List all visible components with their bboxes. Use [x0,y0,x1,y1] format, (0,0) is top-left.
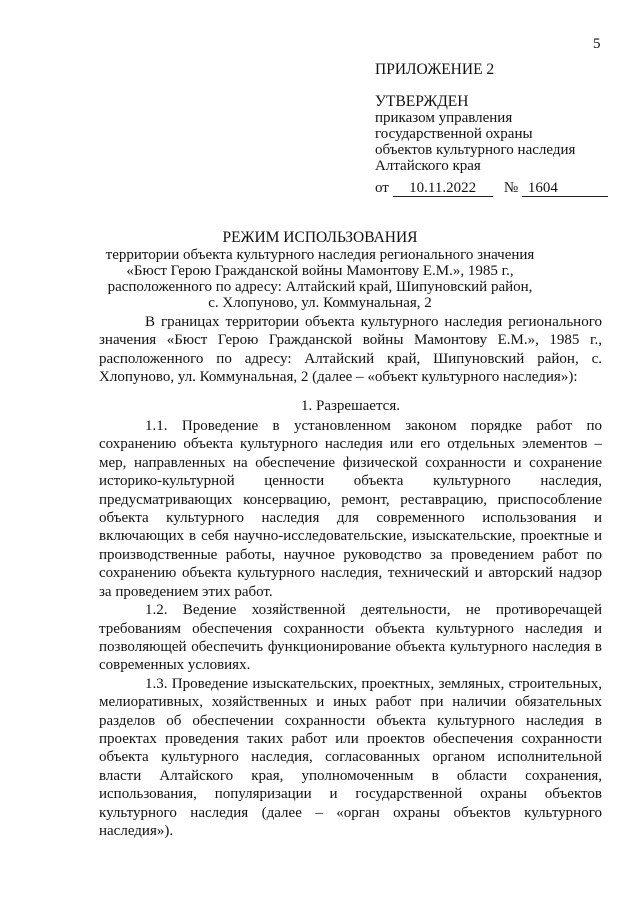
heading-line: с. Хлопуново, ул. Коммунальная, 2 [208,295,432,311]
heading-line: «Бюст Герою Гражданской войны Мамонтову Е.М.», 1985 г., [126,263,514,279]
approval-line: Алтайского края [375,158,481,174]
heading-line: территории объекта культурного наследия регионального значения [105,247,535,263]
document-heading [100,230,540,311]
number-label: № [503,180,519,196]
heading-line: расположенного по адресу: Алтайский край, Шипуновский район, [107,279,533,295]
order-number: 1604 [522,180,608,197]
order-date: 10.11.2022 [393,180,493,197]
approval-line: приказом управления [375,110,513,126]
section-item: 1.1. Проведение в установленном законом порядке работ по сохранению объекта культурного наследия или его отдельных элементов – мер, направленных на обеспечение физической сохранности и сохранение историко-культурной ценности объекта культурного наследия, предусматривающих консервацию, ремонт, реставрацию, приспособление объекта культурного наследия для современного использования и включающих в себя научно-исследовательские, изыскательские, проектные и производственные работы, научное руководство за проведением работ по сохранению объекта культурного наследия, технический и авторский надзор за проведением этих работ. [99,418,602,600]
document-body [99,313,602,840]
approval-line: государственной охраны [375,126,533,142]
document-title: РЕЖИМ ИСПОЛЬЗОВАНИЯ [222,229,418,246]
approval-block [375,62,608,197]
appendix-label: ПРИЛОЖЕНИЕ 2 [375,61,495,78]
page-number: 5 [593,36,601,52]
section-title: 1. Разрешается. [301,397,400,414]
approved-label: УТВЕРЖДЕН [375,93,469,110]
section-item: 1.3. Проведение изыскательских, проектных, земляных, строительных, мелиоративных, хозяйственных и иных работ при наличии обязательных разделов об обеспечении сохранности объекта культурного наследия в проектах проведения таких работ или проектов обеспечения сохранности объекта культурного наследия, согласованных органом исполнительной власти Алтайского края, уполномоченным в области сохранения, использования, популяризации и государственной охраны объектов культурного наследия (далее – «орган охраны объектов культурного наследия»). [99,675,602,839]
approval-line: объектов культурного наследия [375,142,576,158]
section-item: 1.2. Ведение хозяйственной деятельности, не противоречащей требованиям обеспечения сохранности объекта культурного наследия и позволяющей обеспечить функционирование объекта культурного наследия в современных условиях. [99,602,602,674]
order-reference [375,180,608,197]
intro-paragraph: В границах территории объекта культурного наследия регионального значения «Бюст Герою Гражданской войны Мамонтову Е.М.», 1985 г., расположенного по адресу: Алтайский край, Шипуновский район, с. Хлопуново, ул. Коммунальная, 2 (далее – «объект культурного наследия»): [99,314,602,386]
from-label: от [375,180,389,196]
